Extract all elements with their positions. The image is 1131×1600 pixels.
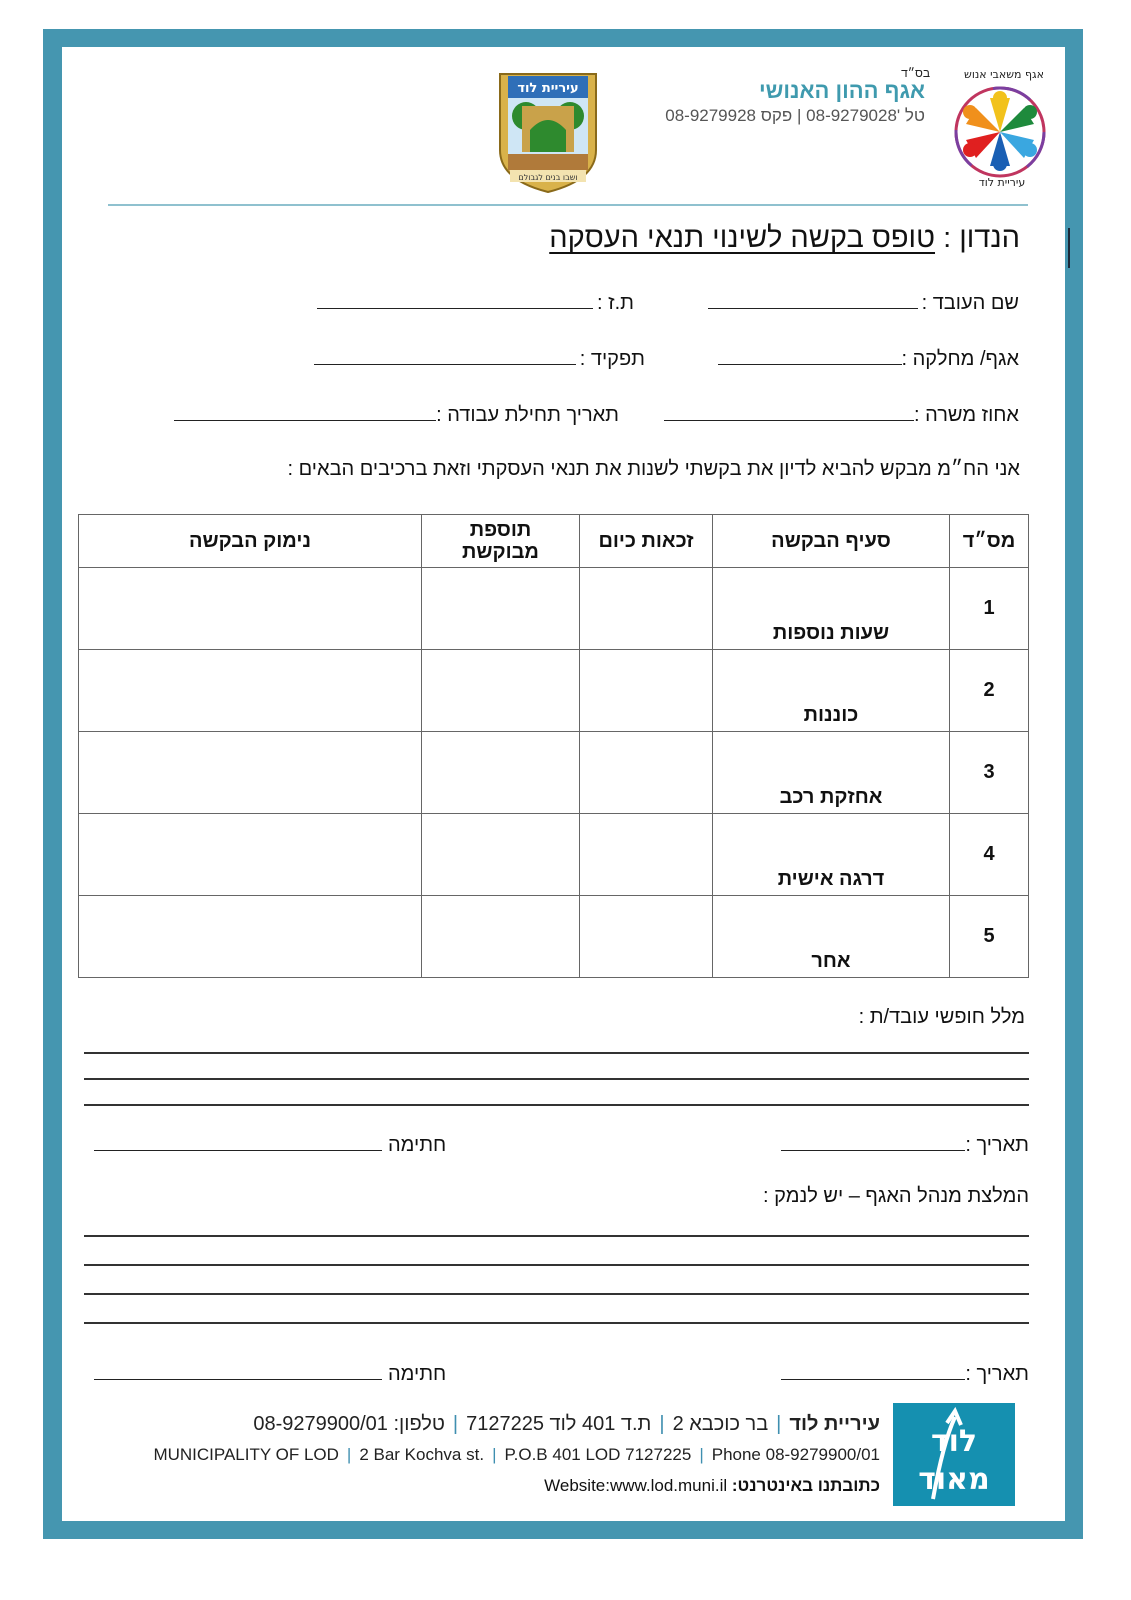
manager-notes-line[interactable] (84, 1293, 1029, 1295)
row-requested-input[interactable] (422, 732, 580, 814)
footer-english-address: MUNICIPALITY OF LOD | 2 Bar Kochva st. | P.O.B 401 LOD 7127225 | Phone 08-9279900/01 (153, 1445, 880, 1464)
row-reason-input[interactable] (79, 568, 422, 650)
footer-en-part: 2 Bar Kochva st. (359, 1445, 485, 1464)
website-label: כתובתנו באינטרנט: (731, 1476, 880, 1495)
employee-signature-label: חתימה (388, 1134, 447, 1156)
employee-name-field[interactable] (708, 292, 1019, 315)
employee-notes-line[interactable] (84, 1104, 1029, 1106)
table-row (79, 568, 1029, 650)
row-item-label: דרגה אישית (777, 868, 885, 890)
role-label: תפקיד : (579, 348, 645, 370)
header-reason: נימוק הבקשה (79, 515, 422, 568)
department-field[interactable] (718, 348, 1019, 371)
employee-signature-field[interactable] (94, 1134, 446, 1157)
lod-logo (893, 1403, 1015, 1506)
row-item-label: אחר (811, 950, 851, 972)
title-prefix: הנדון : (943, 222, 1020, 254)
crest-top-text: עיריית לוד (517, 81, 579, 96)
row-reason-input[interactable] (79, 732, 422, 814)
employee-notes-line[interactable] (84, 1078, 1029, 1080)
footer-en-part: P.O.B 401 LOD 7127225 (504, 1445, 692, 1464)
row-current-input[interactable] (580, 732, 713, 814)
row-num: 2 (950, 650, 1029, 732)
row-item (713, 732, 950, 814)
bsd-text: בס״ד (901, 66, 930, 80)
footer-en-part: MUNICIPALITY OF LOD (153, 1445, 339, 1464)
header-num: מס״ד (950, 515, 1029, 568)
table-row (79, 732, 1029, 814)
table-row (79, 650, 1029, 732)
form-title (470, 222, 1020, 255)
request-table (78, 514, 1029, 978)
row-item (713, 814, 950, 896)
row-item (713, 650, 950, 732)
employee-notes-line[interactable] (84, 1052, 1029, 1054)
header-requested: תוספת מבוקשת (422, 515, 580, 568)
row-num: 3 (950, 732, 1029, 814)
row-num: 4 (950, 814, 1029, 896)
id-label: ת.ז : (597, 292, 634, 314)
manager-notes-line[interactable] (84, 1322, 1029, 1324)
row-item-label: אחזקת רכב (779, 786, 883, 808)
employee-notes-label: מלל חופשי עובד/ת : (858, 1006, 1025, 1028)
job-percent-label: אחוז משרה : (914, 404, 1019, 426)
row-current-input[interactable] (580, 814, 713, 896)
employee-date-field[interactable] (781, 1134, 1029, 1157)
hr-logo-top-text: אגף משאבי אנוש (964, 68, 1044, 81)
title-subject: טופס בקשה לשינוי תנאי העסקה (549, 222, 936, 254)
employee-date-label: תאריך : (965, 1134, 1029, 1156)
city-crest-icon (496, 70, 600, 194)
footer-he-part: ת.ד 401 לוד 7127225 (466, 1413, 652, 1435)
row-reason-input[interactable] (79, 650, 422, 732)
footer-he-part: בר כוכבא 2 (672, 1413, 769, 1435)
footer-en-part: Phone 08-9279900/01 (711, 1445, 880, 1464)
employee-name-label: שם העובד : (921, 292, 1019, 314)
row-item-label: שעות נוספות (772, 622, 890, 644)
manager-signature-label: חתימה (388, 1363, 447, 1385)
lod-logo-top-text: לוד (930, 1424, 978, 1459)
row-reason-input[interactable] (79, 814, 422, 896)
footer-he-part: טלפון: 08-9279900/01 (253, 1413, 445, 1435)
row-requested-input[interactable] (422, 568, 580, 650)
manager-signature-field[interactable] (94, 1363, 446, 1386)
row-reason-input[interactable] (79, 896, 422, 978)
website-link[interactable]: Website:www.lod.muni.il (544, 1476, 728, 1495)
header-divider (108, 204, 1028, 206)
row-item-label: כוננות (803, 704, 859, 726)
row-requested-input[interactable] (422, 896, 580, 978)
department-label: אגף/ מחלקה : (901, 348, 1019, 370)
manager-recommendation-label: המלצת מנהל האגף – יש לנמק : (762, 1185, 1029, 1207)
footer-he-part: עיריית לוד (789, 1413, 880, 1435)
row-requested-input[interactable] (422, 650, 580, 732)
manager-date-label: תאריך : (965, 1363, 1029, 1385)
footer-website (300, 1476, 880, 1496)
role-field[interactable] (314, 348, 645, 371)
start-date-label: תאריך תחילת עבודה : (436, 404, 619, 426)
id-field[interactable] (317, 292, 634, 315)
manager-notes-line[interactable] (84, 1264, 1029, 1266)
lod-logo-icon (893, 1403, 1015, 1506)
hr-logo-icon (948, 62, 1058, 190)
table-row (79, 814, 1029, 896)
job-percent-field[interactable] (664, 404, 1019, 427)
table-header-row (79, 515, 1029, 568)
manager-notes-line[interactable] (84, 1235, 1029, 1237)
row-current-input[interactable] (580, 650, 713, 732)
start-date-field[interactable] (174, 404, 619, 427)
side-mark (1068, 228, 1070, 268)
row-item (713, 568, 950, 650)
row-current-input[interactable] (580, 896, 713, 978)
crest-bottom-text: ושבו בנים לגבולם (518, 173, 578, 182)
header-current: זכאות כיום (580, 515, 713, 568)
hr-logo-bottom-text: עיריית לוד (978, 176, 1026, 189)
intro-text: אני הח״מ מבקש להביא לדיון את בקשתי לשנות את תנאי העסקתי וזאת ברכיבים הבאים : (287, 458, 1020, 480)
department-phone: טל '08-9279028 | פקס 08-9279928 (665, 106, 925, 125)
table-row (79, 896, 1029, 978)
row-num: 5 (950, 896, 1029, 978)
manager-date-field[interactable] (781, 1363, 1029, 1386)
department-title: אגף ההון האנושי (759, 78, 925, 103)
footer-hebrew-address: עיריית לוד|בר כוכבא 2|ת.ד 401 לוד 7127225|טלפון: 08-9279900/01 (253, 1413, 880, 1435)
row-current-input[interactable] (580, 568, 713, 650)
header-item: סעיף הבקשה (713, 515, 950, 568)
row-item (713, 896, 950, 978)
lod-logo-bottom-text: מאוד (918, 1462, 990, 1497)
row-num: 1 (950, 568, 1029, 650)
row-requested-input[interactable] (422, 814, 580, 896)
